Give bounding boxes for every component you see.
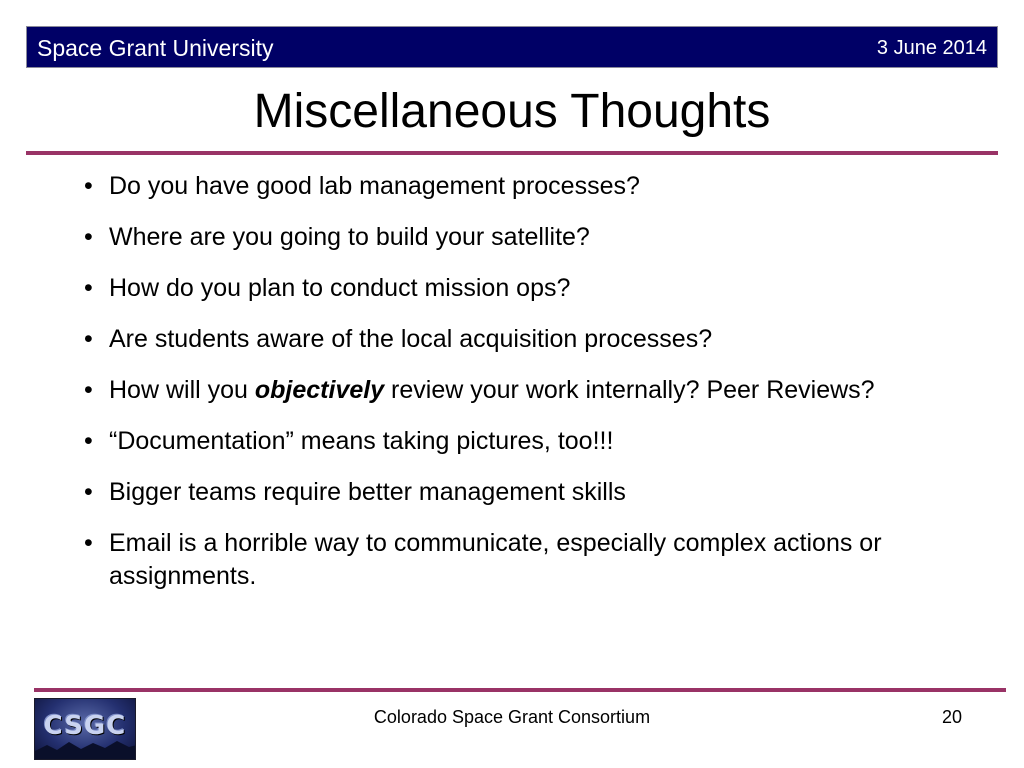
bullet-text: Do you have good lab management processes? — [109, 172, 640, 200]
footer-divider — [34, 688, 1006, 692]
bullet-item — [84, 272, 884, 305]
bullet-emphasis: objectively — [254, 376, 385, 404]
bullet-text: Email is a horrible way to communicate, especially complex actions or assignments. — [109, 529, 882, 590]
logo-text: CSGC — [43, 711, 127, 741]
bullet-text: “Documentation” means taking pictures, too!!! — [109, 427, 614, 455]
bullet-item — [84, 425, 884, 458]
title-divider — [26, 151, 998, 155]
header-bar — [26, 26, 998, 68]
bullet-text: How do you plan to conduct mission ops? — [109, 274, 571, 302]
bullet-item — [84, 374, 884, 407]
bullet-text: Are students aware of the local acquisition processes? — [109, 325, 713, 353]
bullet-text: Where are you going to build your satellite? — [109, 223, 590, 251]
bullet-item — [84, 170, 884, 203]
bullet-item — [84, 221, 884, 254]
footer-organization: Colorado Space Grant Consortium — [373, 707, 651, 727]
bullet-item — [84, 476, 884, 509]
slide-title: Miscellaneous Thoughts — [253, 85, 771, 138]
bullet-text-after: review your work internally? Peer Reviews? — [384, 376, 875, 404]
header-date: 3 June 2014 — [876, 37, 987, 59]
page-number: 20 — [941, 707, 962, 727]
header-university-name: Space Grant University — [37, 35, 274, 61]
bullet-text-before: How will you — [109, 376, 255, 404]
bullet-list — [84, 170, 884, 611]
bullet-item — [84, 323, 884, 356]
bullet-item — [84, 527, 884, 593]
bullet-text: Bigger teams require better management skills — [109, 478, 626, 506]
